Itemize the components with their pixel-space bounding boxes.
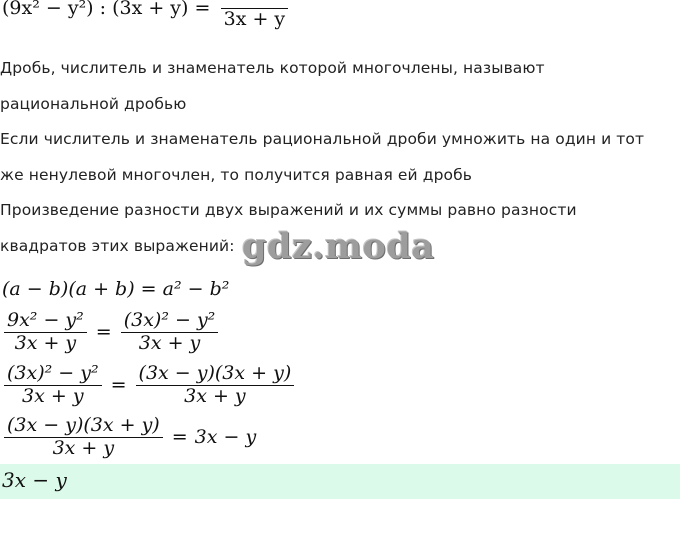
identity-formula-text: (a − b)(a + b) = a² − b² [2,278,230,300]
step2-left-numerator: (3x)² − y² [4,363,102,386]
step2-right-numerator: (3x − y)(3x + y) [136,363,295,386]
top-formula [2,0,292,31]
step2-left-denominator: 3x + y [22,384,84,407]
step3-result: 3x − y [194,426,257,449]
step1-left-denominator: 3x + y [14,331,77,354]
top-formula-left: (9x² − y²) : (3x + y) = [2,0,211,20]
step3-formula [2,415,256,460]
answer-box [0,464,680,499]
step2-right-denominator: 3x + y [184,384,246,407]
identity-formula [2,278,229,300]
equals-sign: = [171,426,188,449]
watermark-logo: gdz.moda [242,226,435,267]
paragraph-formula-line-1: Произведение разности двух выражений и их суммы равно разности [0,201,577,219]
top-formula-denominator: 3x + y [221,8,289,31]
top-formula-fraction [218,0,290,31]
paragraph-property-line-2: же ненулевой многочлен, то получится равная ей дробь [0,166,472,184]
answer-value: 3x − y [2,468,67,492]
paragraph-definition-line-1: Дробь, числитель и знаменатель которой многочлены, называют [0,59,545,77]
step1-left-numerator: 9x² − y² [4,310,87,333]
step1-left-fraction [4,310,87,355]
paragraph-definition-line-2: рациональной дробью [0,95,187,113]
equals-sign: = [95,321,112,344]
step2-right-fraction [136,363,295,408]
step2-left-fraction [4,363,102,408]
paragraph-formula-line-2: квадратов этих выражений: [0,237,235,255]
step3-numerator: (3x − y)(3x + y) [4,415,163,438]
top-formula-numerator [218,0,290,8]
step3-fraction [4,415,163,460]
equals-sign: = [110,374,127,397]
paragraph-property-line-1: Если числитель и знаменатель рациональной дроби умножить на один и тот [0,130,645,148]
step1-right-denominator: 3x + y [138,331,201,354]
step1-right-numerator: (3x)² − y² [121,310,219,333]
step1-formula [2,310,220,355]
step3-denominator: 3x + y [52,436,115,459]
step1-right-fraction [121,310,219,355]
step2-formula [2,363,296,408]
